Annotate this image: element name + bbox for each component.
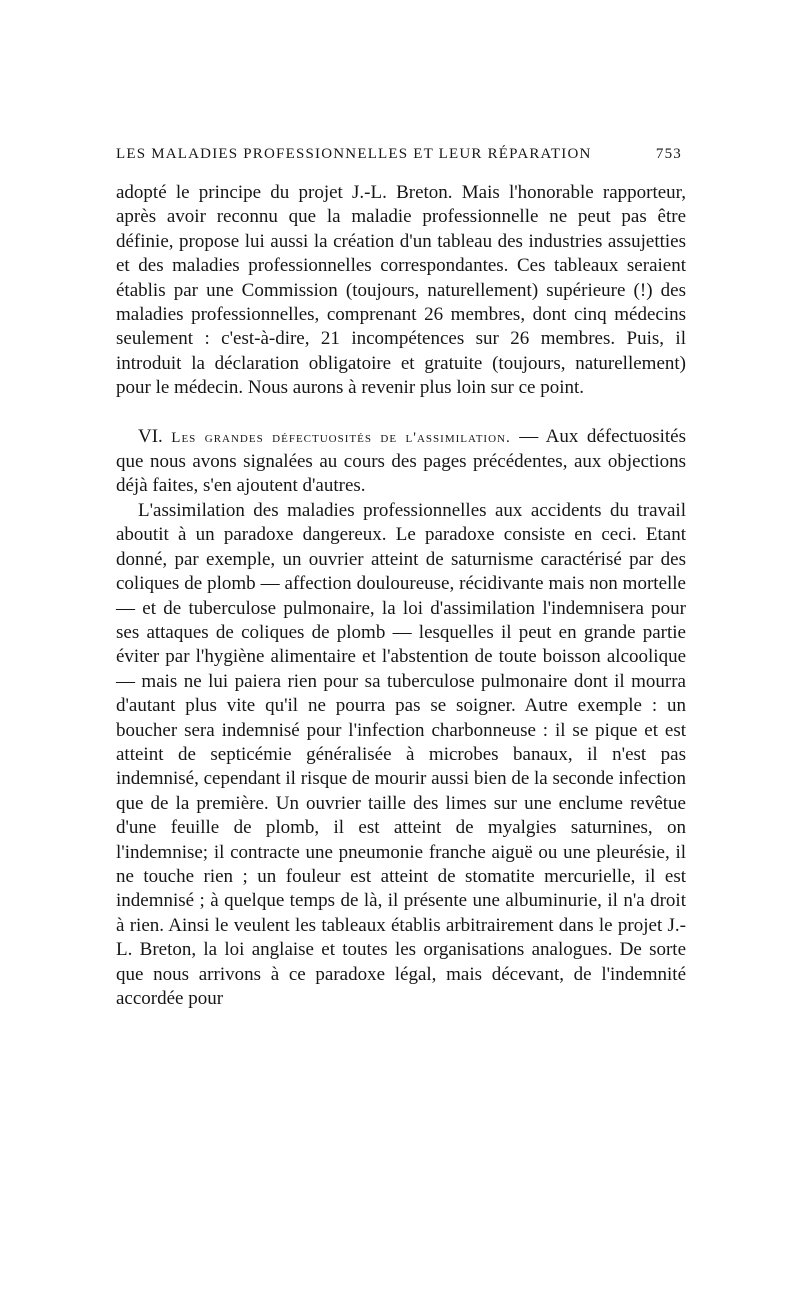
section-number: VI. xyxy=(138,425,163,447)
section-vi-paragraph xyxy=(116,425,686,499)
running-title: LES MALADIES PROFESSIONNELLES ET LEUR RÉPARATION xyxy=(116,146,592,162)
running-head xyxy=(116,146,686,163)
paragraph-assimilation: L'assimilation des maladies professionnelles aux accidents du travail aboutit à un paradoxe dangereux. Le paradoxe consiste en ceci. Etant donné, par exemple, un ouvrier atteint de saturnisme caractérisé par des coliques de plomb — affection douloureuse, récidivante mais non mortelle — et de tuberculose pulmonaire, la loi d'assimilation l'indemnisera pour ses attaques de coliques de plomb — lesquelles il peut en grande partie éviter par l'hygiène alimentaire et l'abstention de toute boisson alcoolique — mais ne lui paiera rien pour sa tuberculose pulmonaire dont il mourra d'autant plus vite qu'il ne pourra pas se soigner. Autre exemple : un boucher sera indemnisé pour l'infection charbonneuse : il se pique et est atteint de septicémie généralisée à microbes banaux, il n'est pas indemnisé, cependant il risque de mourir aussi bien de la seconde infection que de la première. Un ouvrier taille des limes sur une enclume revêtue d'une feuille de plomb, il est atteint de myalgies saturnines, on l'indemnise; il contracte une pneumonie franche aiguë ou une pleurésie, il ne touche rien ; un fouleur est atteint de stomatite mercurielle, il est indemnisé ; à quelque temps de là, il présente une albuminurie, il n'a droit à rien. Ainsi le veulent les tableaux établis arbitrairement dans le projet J.-L. Breton, la loi anglaise et toutes les organisations analogues. De sorte que nous arrivons à ce paradoxe légal, mais décevant, de l'indemnité accordée pour xyxy=(116,499,686,1009)
page-number: 753 xyxy=(655,146,682,162)
body-text xyxy=(116,181,686,1011)
section-title: Les grandes défectuosités de l'assimilation. xyxy=(171,429,511,446)
paragraph-continuation: adopté le principe du projet J.-L. Breton. Mais l'honorable rapporteur, après avoir reconnu que la maladie professionnelle ne peut pas être définie, propose lui aussi la création d'un tableau des industries assujetties et des maladies professionnelles correspondantes. Ces tableaux seraient établis par une Commission (toujours, naturellement) supérieure (!) des maladies professionnelles, comprenant 26 membres, dont cinq médecins seulement : c'est-à-dire, 21 incompétences sur 26 membres. Puis, il introduit la déclaration obligatoire et gratuite (toujours, naturellement) pour le médecin. Nous aurons à revenir plus loin sur ce point. xyxy=(116,182,686,399)
section-intro-text: — Aux défectuosités que nous avons signalées au cours des pages précédentes, aux objections déjà faites, s'en ajoutent d'autres. xyxy=(116,425,686,497)
book-page xyxy=(116,146,686,1011)
